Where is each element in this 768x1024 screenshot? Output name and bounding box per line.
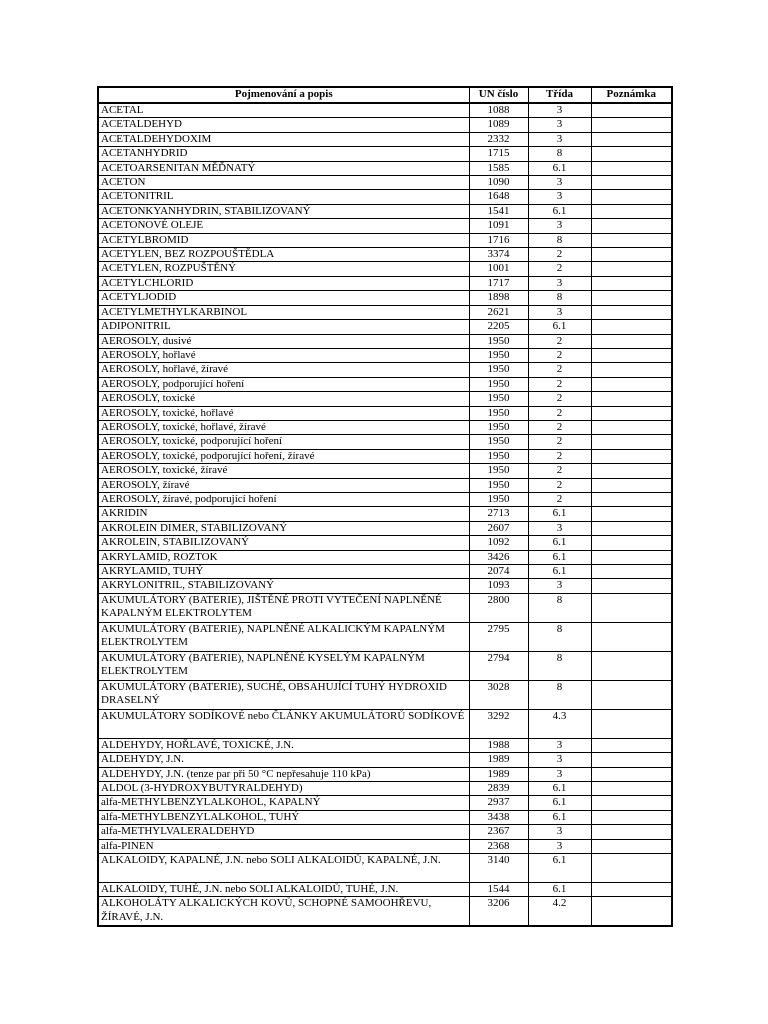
cell-name: ALKALOIDY, KAPALNÉ, J.N. nebo SOLI ALKALOIDŮ, KAPALNÉ, J.N.	[98, 854, 469, 883]
cell-class: 6.1	[528, 565, 591, 579]
cell-note	[591, 363, 672, 377]
table-row	[98, 291, 672, 305]
cell-class: 3	[528, 753, 591, 767]
cell-note	[591, 767, 672, 781]
cell-name: ACETYLBROMID	[98, 233, 469, 247]
cell-class: 2	[528, 492, 591, 506]
cell-un-number: 1950	[469, 464, 528, 478]
cell-un-number: 2607	[469, 521, 528, 535]
table-row	[98, 579, 672, 593]
cell-un-number: 1089	[469, 118, 528, 132]
cell-class: 3	[528, 839, 591, 853]
cell-note	[591, 622, 672, 651]
cell-note	[591, 709, 672, 738]
table-row	[98, 161, 672, 175]
cell-un-number: 2367	[469, 825, 528, 839]
cell-name: alfa-METHYLBENZYLALKOHOL, TUHÝ	[98, 810, 469, 824]
cell-name: AKUMULÁTORY (BATERIE), NAPLNĚNÉ ALKALICKÝM KAPALNÝM ELEKTROLYTEM	[98, 622, 469, 651]
cell-name: AKUMULÁTORY SODÍKOVÉ nebo ČLÁNKY AKUMULÁTORŮ SODÍKOVÉ	[98, 709, 469, 738]
table-row	[98, 897, 672, 927]
table-row	[98, 810, 672, 824]
cell-un-number: 1950	[469, 449, 528, 463]
cell-class: 3	[528, 521, 591, 535]
table-header-row	[98, 87, 672, 103]
table-row	[98, 883, 672, 897]
cell-un-number: 1950	[469, 363, 528, 377]
cell-note	[591, 854, 672, 883]
cell-note	[591, 420, 672, 434]
cell-class: 2	[528, 478, 591, 492]
table-row	[98, 305, 672, 319]
cell-name: ACETONOVÉ OLEJE	[98, 219, 469, 233]
table-row	[98, 262, 672, 276]
cell-un-number: 1988	[469, 738, 528, 752]
cell-note	[591, 406, 672, 420]
cell-name: ACETONITRIL	[98, 190, 469, 204]
cell-class: 3	[528, 738, 591, 752]
cell-note	[591, 132, 672, 146]
cell-un-number: 1989	[469, 767, 528, 781]
cell-class: 6.1	[528, 854, 591, 883]
table-row	[98, 377, 672, 391]
table-row	[98, 392, 672, 406]
cell-un-number: 2368	[469, 839, 528, 853]
header-note: Poznámka	[591, 87, 672, 103]
cell-un-number: 2205	[469, 320, 528, 334]
cell-un-number: 3028	[469, 680, 528, 709]
table-row	[98, 233, 672, 247]
cell-class: 6.1	[528, 550, 591, 564]
table-row	[98, 103, 672, 118]
cell-name: alfa-METHYLBENZYLALKOHOL, KAPALNÝ	[98, 796, 469, 810]
cell-note	[591, 680, 672, 709]
cell-name: AKUMULÁTORY (BATERIE), NAPLNĚNÉ KYSELÝM KAPALNÝM ELEKTROLYTEM	[98, 651, 469, 680]
cell-name: ALDEHYDY, J.N. (tenze par při 50 °C nepřesahuje 110 kPa)	[98, 767, 469, 781]
cell-name: ALDOL (3-HYDROXYBUTYRALDEHYD)	[98, 782, 469, 796]
table-row	[98, 449, 672, 463]
header-un-number: UN číslo	[469, 87, 528, 103]
table-row	[98, 219, 672, 233]
cell-un-number: 2800	[469, 593, 528, 622]
cell-note	[591, 435, 672, 449]
cell-name: AEROSOLY, toxické, hořlavé, žíravé	[98, 420, 469, 434]
cell-name: AKRYLAMID, TUHÝ	[98, 565, 469, 579]
cell-name: ALKOHOLÁTY ALKALICKÝCH KOVŮ, SCHOPNÉ SAMOOHŘEVU, ŽÍRAVÉ, J.N.	[98, 897, 469, 927]
cell-name: ACETONKYANHYDRIN, STABILIZOVANÝ	[98, 204, 469, 218]
cell-name: ACETAL	[98, 103, 469, 118]
cell-class: 8	[528, 147, 591, 161]
cell-un-number: 1950	[469, 420, 528, 434]
cell-class: 3	[528, 118, 591, 132]
table-row	[98, 680, 672, 709]
cell-name: ALDEHYDY, J.N.	[98, 753, 469, 767]
cell-un-number: 1088	[469, 103, 528, 118]
cell-class: 4.3	[528, 709, 591, 738]
cell-note	[591, 176, 672, 190]
cell-class: 3	[528, 579, 591, 593]
cell-un-number: 3438	[469, 810, 528, 824]
cell-name: AEROSOLY, dusivé	[98, 334, 469, 348]
table-row	[98, 593, 672, 622]
cell-un-number: 1717	[469, 276, 528, 290]
cell-un-number: 2332	[469, 132, 528, 146]
cell-un-number: 2074	[469, 565, 528, 579]
table-row	[98, 204, 672, 218]
cell-name: alfa-METHYLVALERALDEHYD	[98, 825, 469, 839]
cell-name: ADIPONITRIL	[98, 320, 469, 334]
table-row	[98, 550, 672, 564]
cell-name: ACETALDEHYD	[98, 118, 469, 132]
cell-class: 6.1	[528, 507, 591, 521]
table-row	[98, 334, 672, 348]
cell-note	[591, 204, 672, 218]
cell-un-number: 1950	[469, 392, 528, 406]
table-row	[98, 521, 672, 535]
cell-name: AEROSOLY, toxické, žíravé	[98, 464, 469, 478]
cell-note	[591, 579, 672, 593]
cell-name: ACETALDEHYDOXIM	[98, 132, 469, 146]
cell-class: 3	[528, 219, 591, 233]
cell-un-number: 1716	[469, 233, 528, 247]
table-row	[98, 420, 672, 434]
cell-un-number: 1090	[469, 176, 528, 190]
cell-name: AKROLEIN, STABILIZOVANÝ	[98, 536, 469, 550]
cell-class: 3	[528, 825, 591, 839]
cell-note	[591, 839, 672, 853]
cell-un-number: 3374	[469, 248, 528, 262]
cell-name: AEROSOLY, podporující hoření	[98, 377, 469, 391]
table-row	[98, 348, 672, 362]
cell-un-number: 1648	[469, 190, 528, 204]
cell-un-number: 2621	[469, 305, 528, 319]
cell-un-number: 2795	[469, 622, 528, 651]
cell-note	[591, 550, 672, 564]
cell-class: 6.1	[528, 810, 591, 824]
cell-note	[591, 753, 672, 767]
cell-note	[591, 276, 672, 290]
table-row	[98, 825, 672, 839]
table-row	[98, 132, 672, 146]
cell-class: 3	[528, 276, 591, 290]
cell-un-number: 2794	[469, 651, 528, 680]
cell-class: 2	[528, 392, 591, 406]
cell-note	[591, 161, 672, 175]
cell-un-number: 3292	[469, 709, 528, 738]
table-row	[98, 248, 672, 262]
cell-class: 6.1	[528, 161, 591, 175]
cell-note	[591, 492, 672, 506]
table-row	[98, 782, 672, 796]
cell-name: AKRIDIN	[98, 507, 469, 521]
cell-note	[591, 147, 672, 161]
cell-note	[591, 248, 672, 262]
cell-note	[591, 118, 672, 132]
cell-note	[591, 377, 672, 391]
cell-class: 4.2	[528, 897, 591, 927]
table-row	[98, 839, 672, 853]
table-row	[98, 492, 672, 506]
cell-class: 2	[528, 435, 591, 449]
cell-class: 3	[528, 767, 591, 781]
header-class: Třída	[528, 87, 591, 103]
table-row	[98, 536, 672, 550]
cell-note	[591, 262, 672, 276]
cell-class: 3	[528, 190, 591, 204]
cell-class: 2	[528, 377, 591, 391]
cell-class: 6.1	[528, 796, 591, 810]
cell-class: 2	[528, 363, 591, 377]
table-row	[98, 753, 672, 767]
table-row	[98, 464, 672, 478]
cell-class: 6.1	[528, 883, 591, 897]
cell-un-number: 1950	[469, 406, 528, 420]
table-row	[98, 406, 672, 420]
cell-class: 8	[528, 233, 591, 247]
table-body	[98, 103, 672, 926]
cell-class: 6.1	[528, 320, 591, 334]
cell-un-number: 1092	[469, 536, 528, 550]
cell-note	[591, 334, 672, 348]
cell-un-number: 1715	[469, 147, 528, 161]
cell-note	[591, 478, 672, 492]
cell-un-number: 1950	[469, 435, 528, 449]
cell-note	[591, 810, 672, 824]
cell-name: ALDEHYDY, HOŘLAVÉ, TOXICKÉ, J.N.	[98, 738, 469, 752]
cell-name: AEROSOLY, žíravé, podporující hoření	[98, 492, 469, 506]
table-row	[98, 738, 672, 752]
cell-class: 8	[528, 593, 591, 622]
cell-note	[591, 233, 672, 247]
cell-un-number: 1544	[469, 883, 528, 897]
cell-class: 8	[528, 651, 591, 680]
cell-name: AEROSOLY, toxické, podporující hoření	[98, 435, 469, 449]
cell-un-number: 1898	[469, 291, 528, 305]
cell-note	[591, 449, 672, 463]
cell-name: AEROSOLY, žíravé	[98, 478, 469, 492]
table-row	[98, 854, 672, 883]
table-row	[98, 320, 672, 334]
cell-name: ACETYLCHLORID	[98, 276, 469, 290]
cell-class: 2	[528, 449, 591, 463]
cell-note	[591, 796, 672, 810]
cell-class: 8	[528, 622, 591, 651]
table-row	[98, 651, 672, 680]
table-row	[98, 435, 672, 449]
cell-note	[591, 219, 672, 233]
cell-class: 2	[528, 248, 591, 262]
cell-name: ACETOARSENITAN MĚĎNATÝ	[98, 161, 469, 175]
cell-class: 8	[528, 291, 591, 305]
table-row	[98, 147, 672, 161]
table-row	[98, 622, 672, 651]
cell-name: ACETYLJODID	[98, 291, 469, 305]
cell-name: AEROSOLY, hořlavé	[98, 348, 469, 362]
cell-note	[591, 305, 672, 319]
cell-name: AKUMULÁTORY (BATERIE), SUCHÉ, OBSAHUJÍCÍ TUHÝ HYDROXID DRASELNÝ	[98, 680, 469, 709]
cell-name: ACETYLMETHYLKARBINOL	[98, 305, 469, 319]
cell-note	[591, 392, 672, 406]
cell-class: 6.1	[528, 204, 591, 218]
cell-name: AEROSOLY, toxické	[98, 392, 469, 406]
table-row	[98, 767, 672, 781]
cell-class: 3	[528, 103, 591, 118]
cell-class: 8	[528, 680, 591, 709]
cell-name: AKRYLONITRIL, STABILIZOVANÝ	[98, 579, 469, 593]
cell-name: AKROLEIN DIMER, STABILIZOVANÝ	[98, 521, 469, 535]
table-row	[98, 709, 672, 738]
cell-name: ALKALOIDY, TUHÉ, J.N. nebo SOLI ALKALOIDŮ, TUHÉ, J.N.	[98, 883, 469, 897]
cell-name: alfa-PINEN	[98, 839, 469, 853]
cell-un-number: 1950	[469, 348, 528, 362]
table-row	[98, 190, 672, 204]
cell-note	[591, 782, 672, 796]
cell-class: 2	[528, 464, 591, 478]
cell-un-number: 1091	[469, 219, 528, 233]
cell-note	[591, 320, 672, 334]
cell-un-number: 1093	[469, 579, 528, 593]
cell-un-number: 3206	[469, 897, 528, 927]
cell-un-number: 2937	[469, 796, 528, 810]
cell-note	[591, 651, 672, 680]
cell-class: 6.1	[528, 782, 591, 796]
table-row	[98, 796, 672, 810]
cell-class: 2	[528, 420, 591, 434]
cell-note	[591, 897, 672, 927]
cell-note	[591, 190, 672, 204]
cell-note	[591, 464, 672, 478]
cell-note	[591, 103, 672, 118]
cell-name: AEROSOLY, toxické, podporující hoření, žíravé	[98, 449, 469, 463]
cell-name: ACETYLEN, ROZPUŠTĚNÝ	[98, 262, 469, 276]
table-row	[98, 118, 672, 132]
cell-name: ACETON	[98, 176, 469, 190]
cell-un-number: 2713	[469, 507, 528, 521]
cell-note	[591, 507, 672, 521]
cell-class: 2	[528, 334, 591, 348]
cell-note	[591, 521, 672, 535]
cell-un-number: 1541	[469, 204, 528, 218]
cell-note	[591, 593, 672, 622]
cell-class: 3	[528, 132, 591, 146]
cell-un-number: 1950	[469, 492, 528, 506]
cell-name: ACETANHYDRID	[98, 147, 469, 161]
cell-name: AEROSOLY, hořlavé, žíravé	[98, 363, 469, 377]
cell-un-number: 1950	[469, 377, 528, 391]
table-row	[98, 363, 672, 377]
cell-class: 3	[528, 176, 591, 190]
cell-note	[591, 536, 672, 550]
table-row	[98, 507, 672, 521]
cell-note	[591, 348, 672, 362]
cell-class: 3	[528, 305, 591, 319]
cell-un-number: 1950	[469, 478, 528, 492]
cell-name: AKUMULÁTORY (BATERIE), JIŠTĚNÉ PROTI VYTEČENÍ NAPLNĚNÉ KAPALNÝM ELEKTROLYTEM	[98, 593, 469, 622]
cell-un-number: 1001	[469, 262, 528, 276]
dangerous-goods-table	[97, 86, 673, 927]
cell-class: 2	[528, 406, 591, 420]
table-row	[98, 276, 672, 290]
cell-note	[591, 738, 672, 752]
cell-note	[591, 825, 672, 839]
cell-un-number: 3140	[469, 854, 528, 883]
cell-name: AEROSOLY, toxické, hořlavé	[98, 406, 469, 420]
table-row	[98, 478, 672, 492]
table-row	[98, 565, 672, 579]
cell-note	[591, 565, 672, 579]
cell-un-number: 3426	[469, 550, 528, 564]
cell-name: ACETYLEN, BEZ ROZPOUŠTĚDLA	[98, 248, 469, 262]
cell-un-number: 1585	[469, 161, 528, 175]
cell-note	[591, 291, 672, 305]
cell-un-number: 1950	[469, 334, 528, 348]
cell-un-number: 2839	[469, 782, 528, 796]
cell-name: AKRYLAMID, ROZTOK	[98, 550, 469, 564]
cell-class: 6.1	[528, 536, 591, 550]
cell-class: 2	[528, 348, 591, 362]
cell-un-number: 1989	[469, 753, 528, 767]
table-row	[98, 176, 672, 190]
header-name: Pojmenování a popis	[98, 87, 469, 103]
cell-class: 2	[528, 262, 591, 276]
cell-note	[591, 883, 672, 897]
